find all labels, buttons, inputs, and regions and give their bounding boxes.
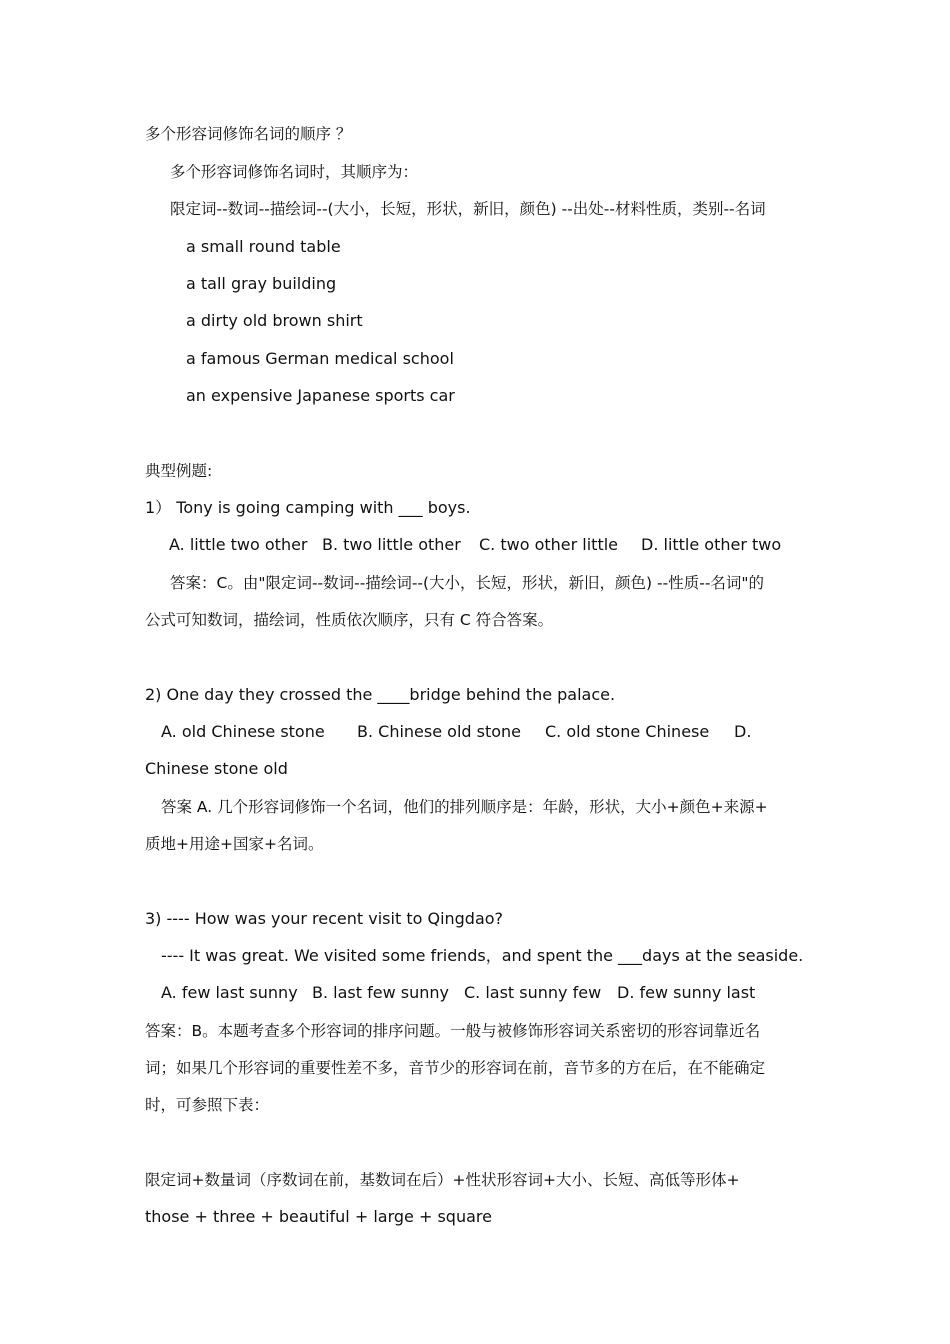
option-c: C. last sunny few [464,983,602,1002]
answer-3-line: 答案：B。本题考查多个形容词的排序问题。一般与被修饰形容词关系密切的形容词靠近名 [145,1022,761,1040]
question-1-options [0,534,950,556]
question-2-text: 2) One day they crossed the ____bridge behind the palace. [145,685,616,704]
order-rule-text: 限定词--数词--描绘词--(大小，长短，形状，新旧，颜色) --出处--材料性质，类别--名词 [170,200,766,218]
option-b: B. two little other [322,535,461,554]
answer-1-line: 公式可知数词，描绘词，性质依次顺序，只有 C 符合答案。 [145,611,554,629]
option-b: B. last few sunny [312,983,449,1002]
option-a: A. few last sunny [161,983,298,1002]
example-item: a famous German medical school [186,349,454,368]
example-item: a small round table [186,237,341,256]
intro-text: 多个形容词修饰名词时，其顺序为： [170,163,419,181]
example-item: a dirty old brown shirt [186,311,363,330]
option-d-continued: Chinese stone old [145,759,288,778]
option-a: A. little two other [169,535,308,554]
question-3-text: 3) ---- How was your recent visit to Qingdao? [145,909,504,928]
order-table-example: those + three + beautiful + large + square [145,1207,492,1226]
typical-examples-heading: 典型例题: [145,462,213,480]
question-1-text: 1） Tony is going camping with ___ boys. [145,498,471,517]
answer-2-line: 质地+用途+国家+名词。 [145,835,324,853]
answer-3-line: 词；如果几个形容词的重要性差不多，音节少的形容词在前，音节多的方在后，在不能确定 [145,1059,766,1077]
option-b: B. Chinese old stone [357,722,522,741]
question-3-options [0,982,950,1004]
option-d: D. [734,722,752,741]
question-3-reply: ---- It was great. We visited some friends，and spent the ___days at the seaside. [161,946,804,965]
option-c: C. old stone Chinese [545,722,710,741]
option-a: A. old Chinese stone [161,722,325,741]
answer-3-line: 时，可参照下表： [145,1096,270,1114]
order-table-rule: 限定词+数量词（序数词在前，基数词在后）+性状形容词+大小、长短、高低等形体+ [145,1171,740,1189]
answer-2-line: 答案 A. 几个形容词修饰一个名词，他们的排列顺序是：年龄，形状，大小+颜色+来源+ [161,798,768,816]
option-d: D. few sunny last [617,983,756,1002]
option-d: D. little other two [641,535,782,554]
section-title: 多个形容词修饰名词的顺序 ？ [145,125,352,143]
answer-1-line: 答案：C。由"限定词--数词--描绘词--(大小，长短，形状，新旧，颜色) --性质--名词"的 [170,574,765,592]
option-c: C. two other little [479,535,619,554]
question-2-options [0,721,950,743]
example-item: a tall gray building [186,274,337,293]
example-item: an expensive Japanese sports car [186,386,455,405]
